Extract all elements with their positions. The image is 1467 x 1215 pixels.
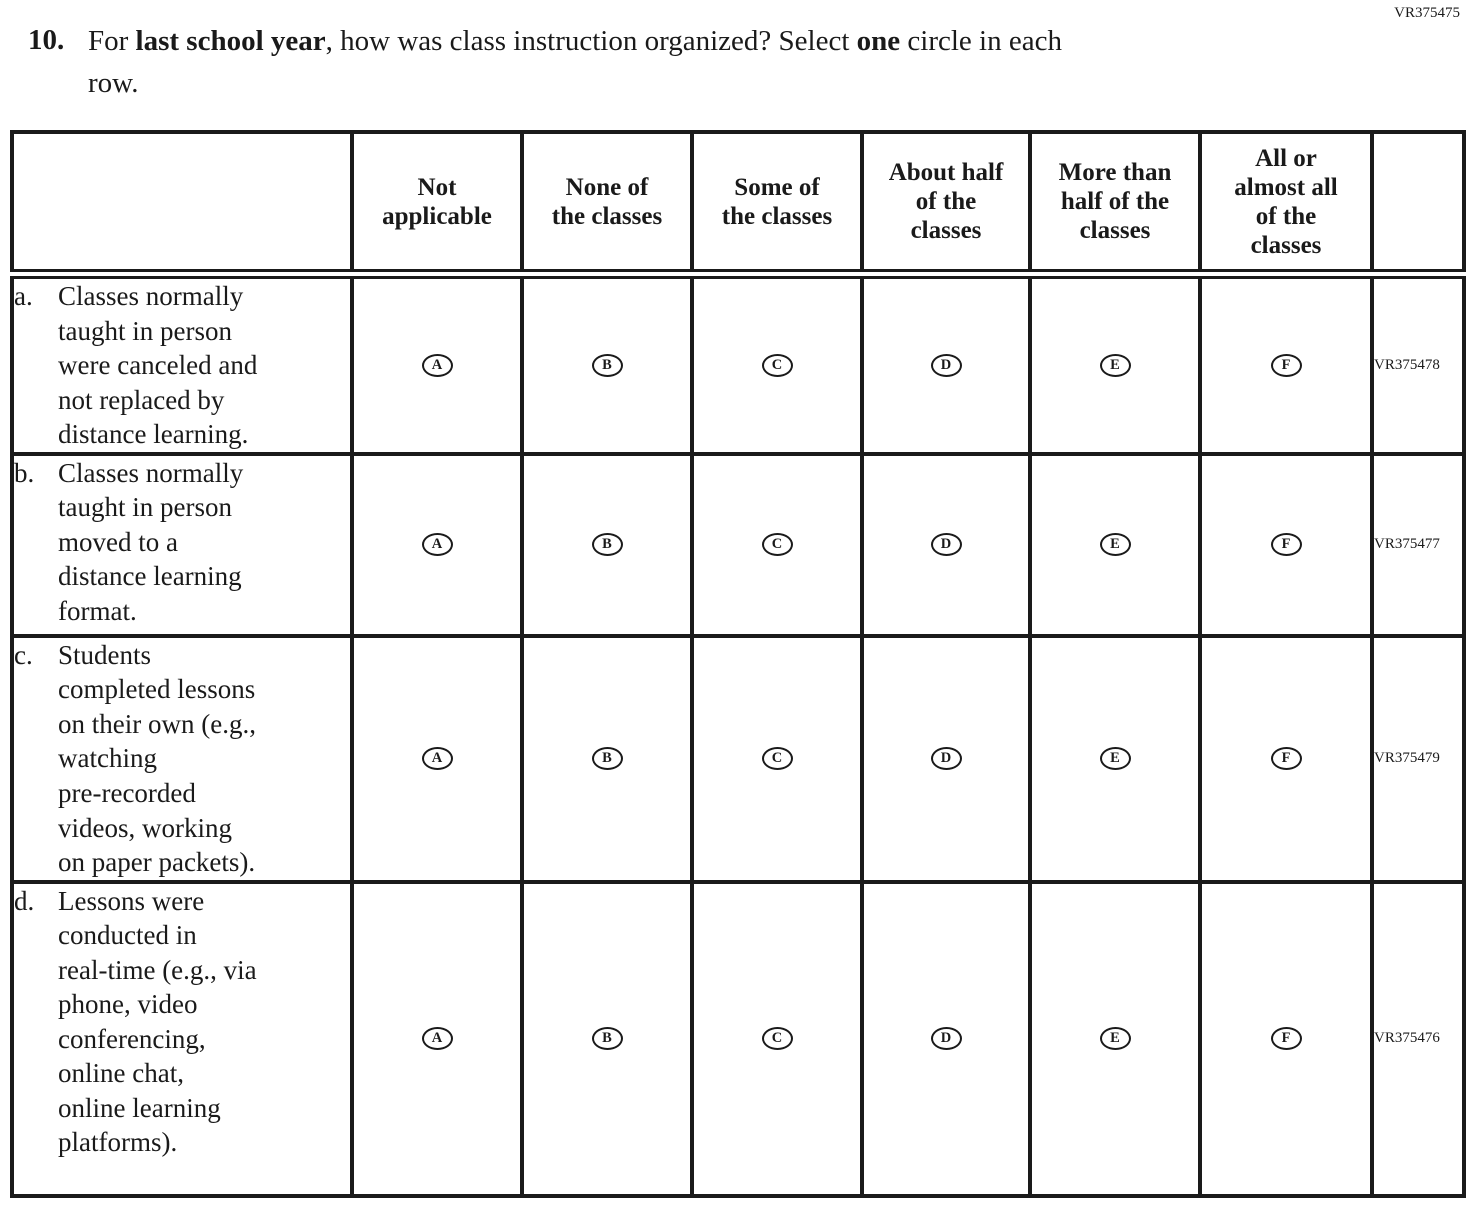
- question-seg-3: , how was class instruction organized? Select: [325, 25, 857, 57]
- row-code-d: VR375476: [1372, 882, 1464, 1196]
- row-prefix-d: d.: [14, 885, 35, 916]
- row-b-bubble-B[interactable]: B: [592, 533, 623, 556]
- cell-d-none: [522, 882, 692, 1196]
- row-text-a: Classes normally taught in person were canceled and not replaced by distance learning.: [58, 281, 258, 450]
- cell-d-about-half: [862, 882, 1030, 1196]
- row-d-bubble-E[interactable]: E: [1100, 1027, 1131, 1050]
- cell-c-not-applicable: [352, 636, 522, 882]
- column-header-about-half: About half of the classes: [862, 132, 1030, 274]
- row-a-bubble-C[interactable]: C: [762, 354, 793, 377]
- row-a-bubble-B[interactable]: B: [592, 354, 623, 377]
- row-d-bubble-B[interactable]: B: [592, 1027, 623, 1050]
- row-c-bubble-B[interactable]: B: [592, 747, 623, 770]
- row-text-c: Students completed lessons on their own (e.g., watching pre-recorded videos, working on paper packets).: [58, 639, 256, 878]
- cell-d-not-applicable: [352, 882, 522, 1196]
- cell-c-about-half: [862, 636, 1030, 882]
- cell-a-some: [692, 274, 862, 454]
- row-label-a: [12, 274, 352, 454]
- header-row: [12, 132, 1464, 274]
- row-prefix-a: a.: [14, 281, 33, 312]
- cell-a-not-applicable: [352, 274, 522, 454]
- cell-a-all: [1200, 274, 1372, 454]
- row-d-bubble-D[interactable]: D: [931, 1027, 962, 1050]
- row-b-bubble-E[interactable]: E: [1100, 533, 1131, 556]
- row-label-d: [12, 882, 352, 1196]
- table-row-b: [12, 454, 1464, 636]
- column-header-some-of-classes: Some of the classes: [692, 132, 862, 274]
- row-a-bubble-F[interactable]: F: [1271, 354, 1302, 377]
- column-header-all-or-almost-all: All or almost all of the classes: [1200, 132, 1372, 274]
- column-header-not-applicable: Not applicable: [352, 132, 522, 274]
- row-c-bubble-E[interactable]: E: [1100, 747, 1131, 770]
- table-row-a: [12, 274, 1464, 454]
- row-a-bubble-A[interactable]: A: [422, 354, 453, 377]
- table-row-c: [12, 636, 1464, 882]
- row-c-bubble-C[interactable]: C: [762, 747, 793, 770]
- header-empty-code-column: [1372, 132, 1464, 274]
- question-seg-5: circle in each row.: [88, 25, 1062, 100]
- row-b-bubble-F[interactable]: F: [1271, 533, 1302, 556]
- cell-c-all: [1200, 636, 1372, 882]
- row-d-bubble-A[interactable]: A: [422, 1027, 453, 1050]
- cell-d-some: [692, 882, 862, 1196]
- row-prefix-c: c.: [14, 639, 33, 670]
- question-seg-2-bold: last school year: [135, 25, 326, 57]
- question-seg-1: For: [88, 25, 136, 57]
- row-b-bubble-C[interactable]: C: [762, 533, 793, 556]
- column-header-none-of-classes: None of the classes: [522, 132, 692, 274]
- row-c-bubble-D[interactable]: D: [931, 747, 962, 770]
- cell-c-none: [522, 636, 692, 882]
- question-text: [88, 20, 1062, 104]
- row-b-bubble-A[interactable]: A: [422, 533, 453, 556]
- row-code-c: VR375479: [1372, 636, 1464, 882]
- header-empty-corner: [12, 132, 352, 274]
- row-c-bubble-F[interactable]: F: [1271, 747, 1302, 770]
- form-code: VR375475: [1394, 5, 1460, 21]
- row-d-bubble-F[interactable]: F: [1271, 1027, 1302, 1050]
- row-text-b: Classes normally taught in person moved to a distance learning format.: [58, 457, 244, 627]
- response-matrix: [10, 130, 1466, 1198]
- cell-b-some: [692, 454, 862, 636]
- row-c-bubble-A[interactable]: A: [422, 747, 453, 770]
- cell-a-more-than-half: [1030, 274, 1200, 454]
- cell-c-more-than-half: [1030, 636, 1200, 882]
- cell-d-all: [1200, 882, 1372, 1196]
- row-d-bubble-C[interactable]: C: [762, 1027, 793, 1050]
- cell-b-more-than-half: [1030, 454, 1200, 636]
- question-block: [28, 20, 1467, 104]
- column-header-more-than-half: More than half of the classes: [1030, 132, 1200, 274]
- row-label-c: [12, 636, 352, 882]
- row-code-b: VR375477: [1372, 454, 1464, 636]
- cell-a-none: [522, 274, 692, 454]
- cell-a-about-half: [862, 274, 1030, 454]
- cell-b-not-applicable: [352, 454, 522, 636]
- cell-b-all: [1200, 454, 1372, 636]
- row-prefix-b: b.: [14, 457, 35, 488]
- question-seg-4-bold: one: [856, 25, 901, 57]
- row-a-bubble-D[interactable]: D: [931, 354, 962, 377]
- cell-c-some: [692, 636, 862, 882]
- question-number: 10.: [28, 24, 65, 56]
- cell-d-more-than-half: [1030, 882, 1200, 1196]
- cell-b-none: [522, 454, 692, 636]
- row-a-bubble-E[interactable]: E: [1100, 354, 1131, 377]
- row-code-a: VR375478: [1372, 274, 1464, 454]
- row-b-bubble-D[interactable]: D: [931, 533, 962, 556]
- row-label-b: [12, 454, 352, 636]
- table-row-d: [12, 882, 1464, 1196]
- cell-b-about-half: [862, 454, 1030, 636]
- row-text-d: Lessons were conducted in real-time (e.g., via phone, video conferencing, online chat, online learning platforms).: [58, 885, 257, 1158]
